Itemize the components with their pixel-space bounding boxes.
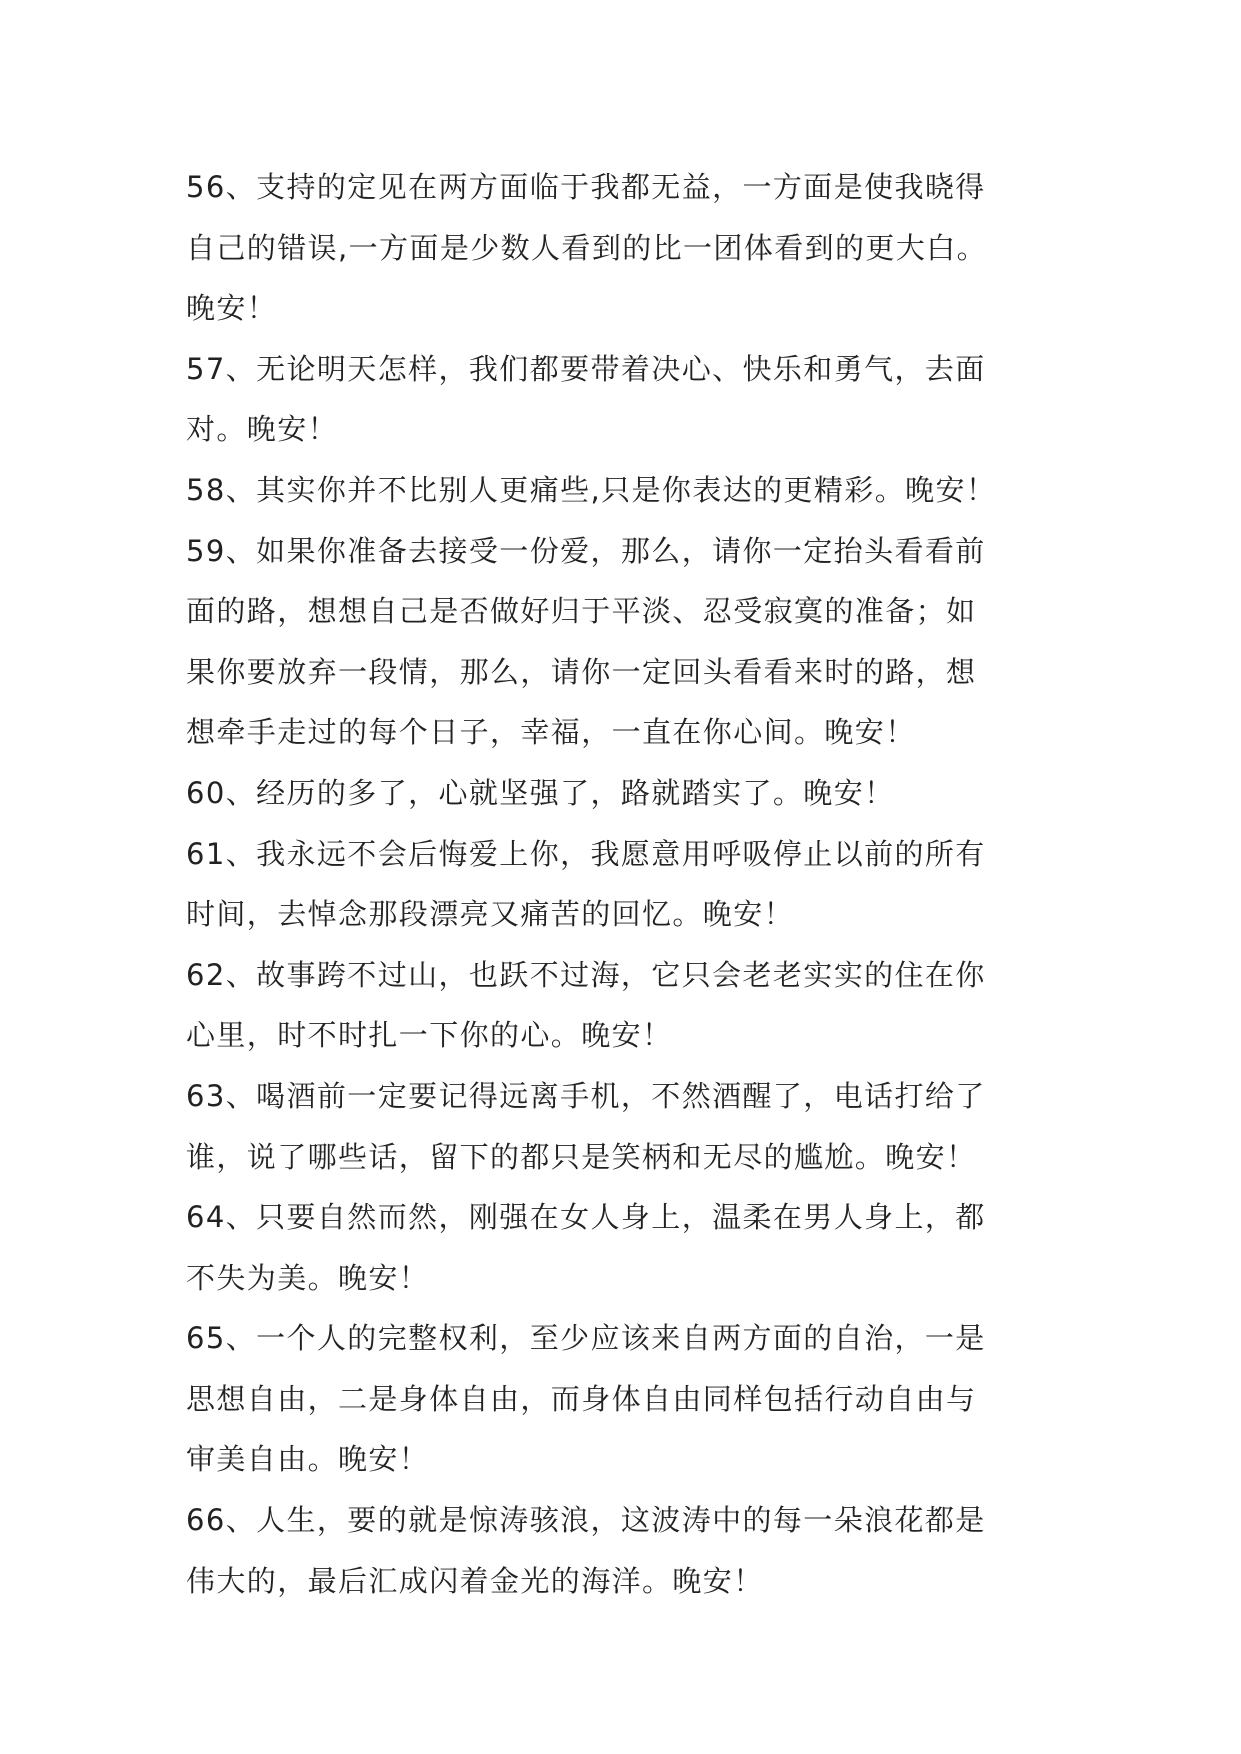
text-line: 58、其实你并不比别人更痛些,只是你表达的更精彩。晚安！: [186, 472, 997, 507]
entry-64: [186, 1187, 1086, 1308]
text-line: 57、无论明天怎样，我们都要带着决心、快乐和勇气，去面: [186, 351, 986, 386]
text-line: 60、经历的多了，心就坚强了，路就踏实了。晚安！: [186, 775, 895, 810]
entry-63: [186, 1066, 1086, 1187]
text-line: 65、一个人的完整权利，至少应该来自两方面的自治，一是: [186, 1321, 986, 1356]
text-line: 63、喝酒前一定要记得远离手机，不然酒醒了，电话打给了: [186, 1078, 986, 1113]
text-line: 审美自由。晚安！: [186, 1442, 430, 1477]
text-line: 伟大的，最后汇成闪着金光的海洋。晚安！: [186, 1563, 764, 1598]
document-body: [186, 157, 1086, 1611]
entry-57: [186, 339, 1086, 460]
entry-62: [186, 945, 1086, 1066]
entry-65: [186, 1308, 1086, 1490]
entry-58: [186, 460, 1086, 521]
text-line: 61、我永远不会后悔爱上你，我愿意用呼吸停止以前的所有: [186, 836, 986, 871]
entry-56: [186, 157, 1086, 339]
entry-61: [186, 824, 1086, 945]
text-line: 66、人生，要的就是惊涛骇浪，这波涛中的每一朵浪花都是: [186, 1503, 986, 1538]
text-line: 时间，去悼念那段漂亮又痛苦的回忆。晚安！: [186, 897, 795, 932]
text-line: 谁，说了哪些话，留下的都只是笑柄和无尽的尴尬。晚安！: [186, 1139, 977, 1174]
text-line: 对。晚安！: [186, 412, 339, 447]
entry-59: [186, 521, 1086, 763]
text-line: 不失为美。晚安！: [186, 1260, 430, 1295]
text-line: 56、支持的定见在两方面临于我都无益，一方面是使我晓得: [186, 170, 986, 204]
text-line: 59、如果你准备去接受一份爱，那么，请你一定抬头看看前: [186, 533, 986, 568]
text-line: 自己的错误,一方面是少数人看到的比一团体看到的更大白。: [186, 230, 988, 265]
text-line: 心里，时不时扎一下你的心。晚安！: [186, 1018, 673, 1053]
text-line: 64、只要自然而然，刚强在女人身上，温柔在男人身上，都: [186, 1200, 986, 1235]
entry-66: [186, 1490, 1086, 1611]
text-line: 面的路，想想自己是否做好归于平淡、忍受寂寞的准备；如: [186, 594, 977, 629]
text-line: 晚安！: [186, 291, 278, 326]
text-line: 想牵手走过的每个日子，幸福，一直在你心间。晚安！: [186, 715, 916, 750]
text-line: 果你要放弃一段情，那么，请你一定回头看看来时的路，想: [186, 654, 977, 689]
entry-60: [186, 763, 1086, 824]
text-line: 62、故事跨不过山，也跃不过海，它只会老老实实的住在你: [186, 957, 986, 992]
text-line: 思想自由，二是身体自由，而身体自由同样包括行动自由与: [186, 1381, 977, 1416]
